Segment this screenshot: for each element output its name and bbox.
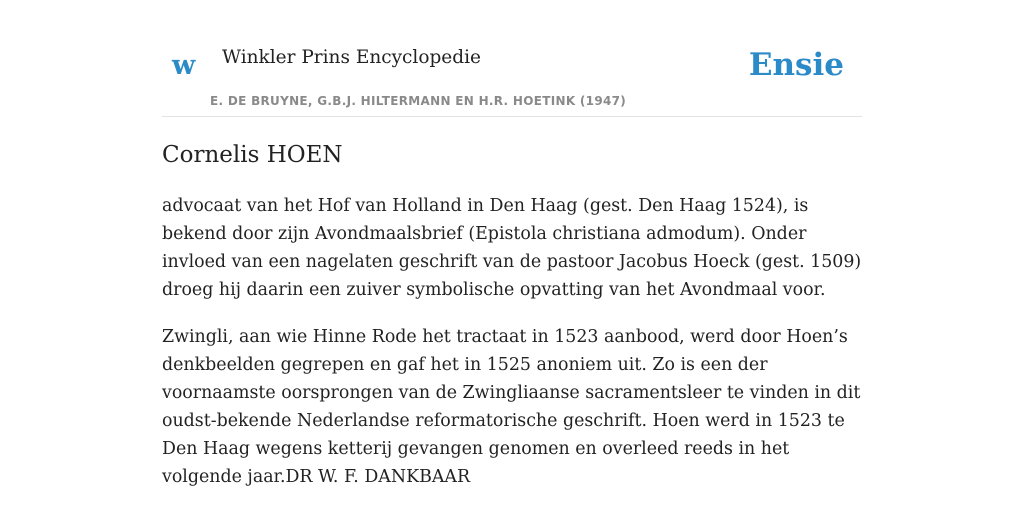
ensie-logo-link[interactable]: Ensie xyxy=(748,47,844,83)
book-authors: E. DE BRUYNE, G.B.J. HILTERMANN EN H.R. HOETINK (1947) xyxy=(210,94,627,108)
article-body xyxy=(162,192,862,510)
winkler-prins-logo-icon[interactable]: w xyxy=(172,50,196,81)
page xyxy=(162,0,862,512)
article-paragraph-2: Zwingli, aan wie Hinne Rode het tractaat in 1523 aanbood, werd door Hoen’s denkbeelden gegrepen en gaf het in 1525 anoniem uit. Zo is een der voornaamste oorsprongen van de Zwingliaanse sacramentsleer te vinden in dit oudst-bekende Nederlandse reformatorische geschrift. Hoen werd in 1523 te Den Haag wegens ketterij gevangen genomen en overleed reeds in het volgende jaar.DR W. F. DANKBAAR xyxy=(162,327,861,487)
article-title: Cornelis HOEN xyxy=(162,142,343,168)
book-title-link[interactable]: Winkler Prins Encyclopedie xyxy=(222,47,481,68)
article-paragraph-1: advocaat van het Hof van Holland in Den Haag (gest. Den Haag 1524), is bekend door zijn Avondmaalsbrief (Epistola christiana admodum). Onder invloed van een nagelaten geschrift van de pastoor Jacobus Hoeck (gest. 1509) droeg hij daarin een zuiver symbolische opvatting van het Avondmaal voor. xyxy=(162,196,862,300)
header xyxy=(162,0,862,117)
